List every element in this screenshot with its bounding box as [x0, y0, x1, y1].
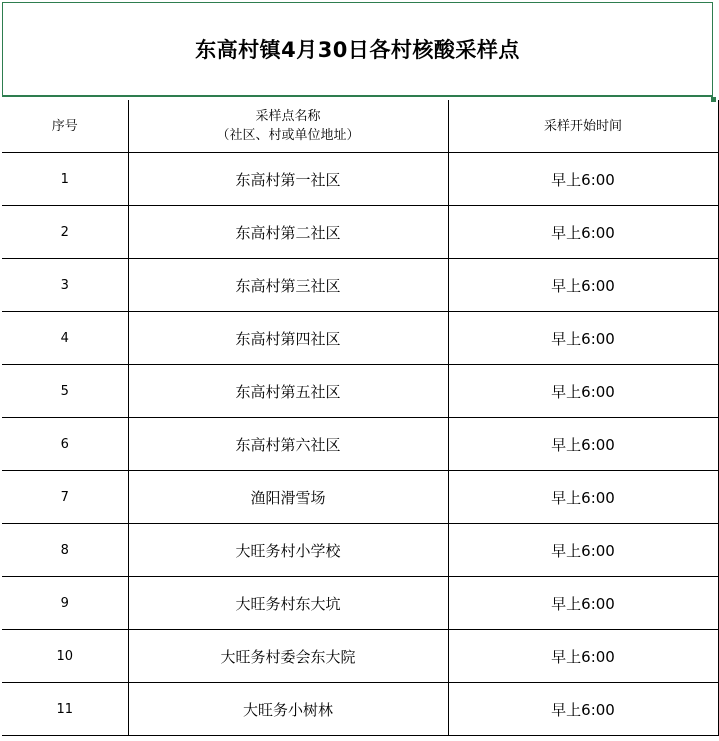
- header-name-cell[interactable]: [128, 100, 448, 153]
- sampling-points-table: [2, 100, 719, 736]
- table-row: [2, 259, 718, 312]
- table-row: [2, 206, 718, 259]
- time-cell[interactable]: 早上6:00: [448, 577, 718, 630]
- time-cell[interactable]: 早上6:00: [448, 630, 718, 683]
- header-name-label: 采样点名称: [255, 109, 321, 124]
- name-cell[interactable]: 东高村第一社区: [128, 153, 448, 206]
- name-cell[interactable]: 东高村第三社区: [128, 259, 448, 312]
- index-cell[interactable]: 6: [2, 418, 128, 471]
- name-cell[interactable]: 东高村第四社区: [128, 312, 448, 365]
- index-cell[interactable]: 10: [2, 630, 128, 683]
- header-row: [2, 100, 718, 153]
- table-row: [2, 418, 718, 471]
- table-row: [2, 577, 718, 630]
- table-row: [2, 683, 718, 736]
- index-cell[interactable]: 7: [2, 471, 128, 524]
- time-cell[interactable]: 早上6:00: [448, 153, 718, 206]
- index-cell[interactable]: 9: [2, 577, 128, 630]
- table-row: [2, 312, 718, 365]
- index-cell[interactable]: 2: [2, 206, 128, 259]
- name-cell[interactable]: 渔阳滑雪场: [128, 471, 448, 524]
- index-cell[interactable]: 11: [2, 683, 128, 736]
- time-cell[interactable]: 早上6:00: [448, 418, 718, 471]
- header-name-sublabel: （社区、村或单位地址）: [216, 128, 360, 143]
- name-cell[interactable]: 大旺务小树林: [128, 683, 448, 736]
- table-row: [2, 630, 718, 683]
- header-index-cell[interactable]: [2, 100, 128, 153]
- sheet-title: 东高村镇4月30日各村核酸采样点: [195, 38, 520, 62]
- name-cell[interactable]: 东高村第六社区: [128, 418, 448, 471]
- table-row: [2, 365, 718, 418]
- index-cell[interactable]: 4: [2, 312, 128, 365]
- index-cell[interactable]: 1: [2, 153, 128, 206]
- name-cell[interactable]: 大旺务村委会东大院: [128, 630, 448, 683]
- time-cell[interactable]: 早上6:00: [448, 471, 718, 524]
- time-cell[interactable]: 早上6:00: [448, 365, 718, 418]
- header-time-label: 采样开始时间: [543, 118, 622, 134]
- time-cell[interactable]: 早上6:00: [448, 683, 718, 736]
- name-cell[interactable]: 大旺务村东大坑: [128, 577, 448, 630]
- table-row: [2, 471, 718, 524]
- time-cell[interactable]: 早上6:00: [448, 259, 718, 312]
- name-cell[interactable]: 东高村第五社区: [128, 365, 448, 418]
- name-cell[interactable]: 大旺务村小学校: [128, 524, 448, 577]
- header-index-label: 序号: [51, 118, 78, 134]
- table-row: [2, 153, 718, 206]
- time-cell[interactable]: 早上6:00: [448, 206, 718, 259]
- index-cell[interactable]: 3: [2, 259, 128, 312]
- index-cell[interactable]: 5: [2, 365, 128, 418]
- index-cell[interactable]: 8: [2, 524, 128, 577]
- title-cell[interactable]: [2, 2, 713, 97]
- table-row: [2, 524, 718, 577]
- name-cell[interactable]: 东高村第二社区: [128, 206, 448, 259]
- time-cell[interactable]: 早上6:00: [448, 524, 718, 577]
- header-time-cell[interactable]: [448, 100, 718, 153]
- time-cell[interactable]: 早上6:00: [448, 312, 718, 365]
